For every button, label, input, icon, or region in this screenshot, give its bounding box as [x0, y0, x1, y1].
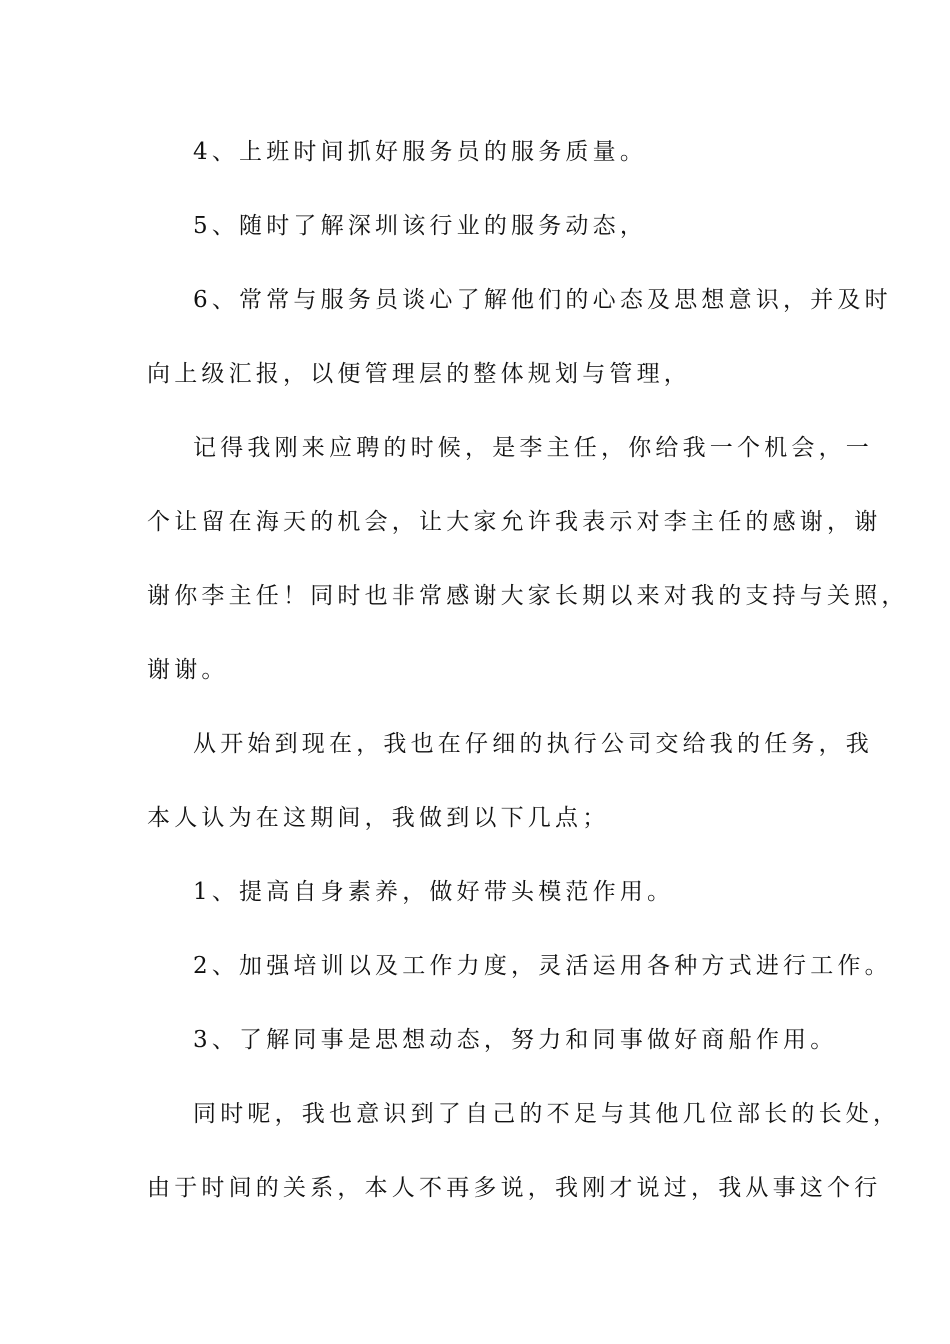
text-line-14: 同时呢，我也意识到了自己的不足与其他几位部长的长处，	[193, 1101, 901, 1127]
text-line-10: 本人认为在这期间，我做到以下几点；	[147, 805, 610, 831]
text-line-15: 由于时间的关系，本人不再多说，我刚才说过，我从事这个行	[147, 1175, 882, 1201]
text-line-9: 从开始到现在，我也在仔细的执行公司交给我的任务，我	[193, 731, 873, 757]
text-line-6: 个让留在海天的机会，让大家允许我表示对李主任的感谢，谢	[147, 509, 882, 535]
text-line-5: 记得我刚来应聘的时候，是李主任，你给我一个机会，一	[193, 435, 873, 461]
text-line-11: 1、提高自身素养，做好带头模范作用。	[193, 879, 675, 905]
text-line-8: 谢谢。	[147, 657, 229, 683]
text-line-2: 5、随时了解深圳该行业的服务动态，	[193, 213, 648, 239]
text-line-12: 2、加强培训以及工作力度，灵活运用各种方式进行工作。	[193, 953, 892, 979]
text-line-13: 3、了解同事是思想动态，努力和同事做好商船作用。	[193, 1027, 838, 1053]
text-line-7: 谢你李主任！同时也非常感谢大家长期以来对我的支持与关照，	[147, 583, 909, 609]
text-line-3: 6、常常与服务员谈心了解他们的心态及思想意识，并及时	[193, 287, 892, 313]
text-line-1: 4、上班时间抓好服务员的服务质量。	[193, 139, 648, 165]
text-line-4: 向上级汇报，以便管理层的整体规划与管理，	[147, 361, 691, 387]
